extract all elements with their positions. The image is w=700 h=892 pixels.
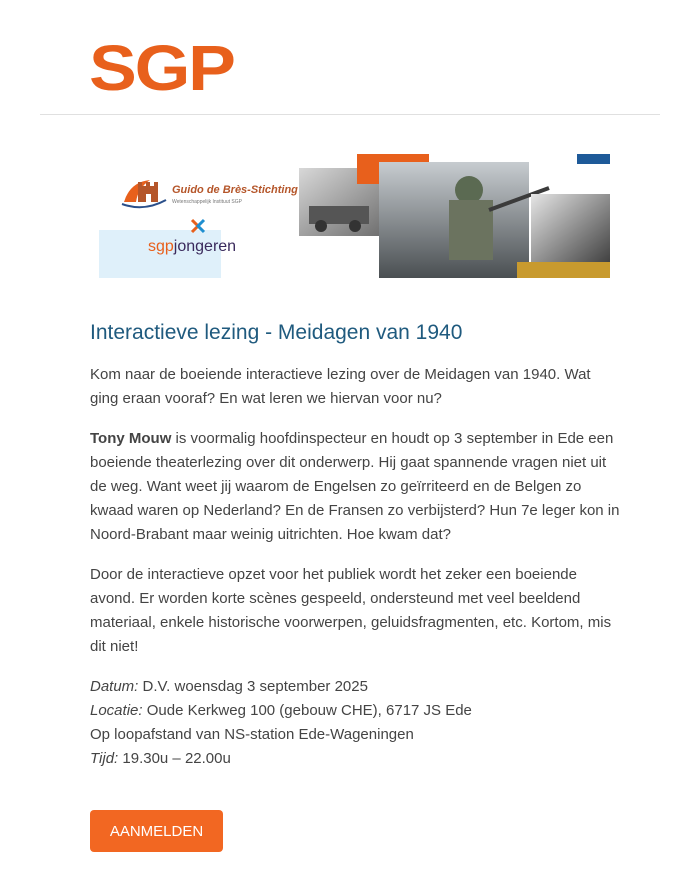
speaker-name: Tony Mouw — [90, 430, 172, 447]
date-label: Datum: — [90, 678, 139, 695]
sgp-logo[interactable]: SGP — [89, 32, 234, 104]
article-content — [90, 318, 620, 771]
sgp-jongeren-logo — [148, 238, 236, 256]
format-paragraph: Door de interactieve opzet voor het publiek wordt het zeker een boeiende avond. Er worden korte scènes gespeeld, ondersteund met veel beeldend materiaal, enkele historische voorwerpen, geluidsfragmenten, etc. Kortom, mis dit niet! — [90, 566, 612, 655]
time-value: 19.30u – 22.00u — [118, 750, 231, 767]
guido-subtitle: Wetenschappelijk Instituut SGP — [172, 199, 242, 205]
war-photo-collage — [299, 154, 610, 278]
speaker-description: is voormalig hoofdinspecteur en houdt op 3 september in Ede een boeiende theaterlezing over dit onderwerp. Hij gaat spannende vragen niet uit de weg. Want weet jij waarom de Engelsen zo geïrriteerd en de Belgen zo kwaad waren op Nederland? En de Fransen zo verbijsterd? Hun 7e leger kon in Noord-Brabant maar weinig uitrichten. Hoe kwam dat? — [90, 430, 620, 543]
time-label: Tijd: — [90, 750, 119, 767]
intro-paragraph: Kom naar de boeiende interactieve lezing over de Meidagen van 1940. Wat ging eraan vooraf? En wat leren we hiervan voor nu? — [90, 366, 591, 407]
article-title: Interactieve lezing - Meidagen van 1940 — [90, 321, 463, 344]
sgpj-prefix: sgp — [148, 238, 174, 255]
distance-note: Op loopafstand van NS-station Ede-Wageningen — [90, 726, 414, 743]
location-value: Oude Kerkweg 100 (gebouw CHE), 6717 JS Ede — [142, 702, 472, 719]
guido-de-bres-logo — [120, 172, 298, 212]
date-value: D.V. woensdag 3 september 2025 — [138, 678, 368, 695]
speaker-paragraph — [90, 427, 620, 547]
castle-icon — [120, 172, 168, 212]
event-details — [90, 675, 620, 771]
register-button[interactable]: AANMELDEN — [90, 810, 223, 852]
guido-name: Guido de Brès-Stichting — [172, 184, 298, 196]
location-label: Locatie: — [90, 702, 143, 719]
event-banner — [90, 154, 610, 278]
sgpj-mark-icon — [190, 218, 206, 234]
sgpj-suffix: jongeren — [173, 238, 237, 255]
header-divider — [40, 114, 660, 115]
